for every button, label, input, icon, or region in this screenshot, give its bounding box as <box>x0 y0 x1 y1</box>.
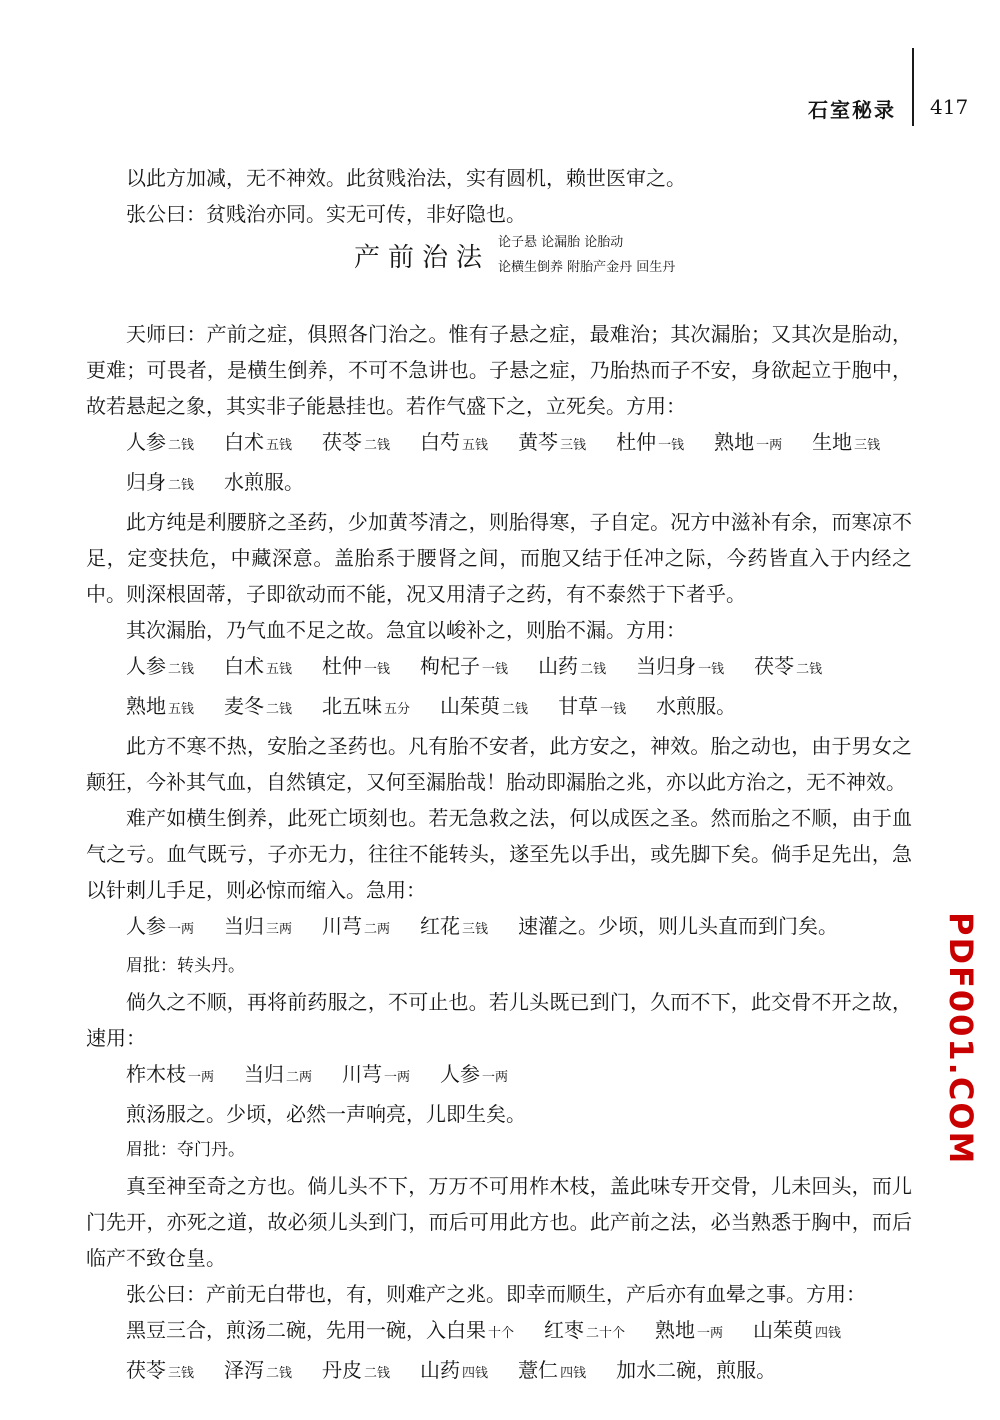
herb-dose: 二钱 <box>502 702 529 717</box>
herb-name: 山茱萸 <box>753 1318 814 1342</box>
herb-item <box>244 1056 312 1096</box>
herb-dose: 一钱 <box>698 662 725 677</box>
herb-name: 人参 <box>126 654 166 678</box>
herb-name: 煎汤服之。少顷，必然一声响亮，儿即生矣。 <box>126 1102 526 1126</box>
herb-item <box>754 648 822 688</box>
herb-item <box>544 1312 625 1352</box>
herb-dose: 四钱 <box>462 1366 489 1381</box>
herb-name: 水煎服。 <box>224 470 305 494</box>
prescription-4 <box>86 1056 912 1132</box>
herb-item <box>714 424 782 464</box>
herb-dose: 一钱 <box>600 702 627 717</box>
section-title: 产前治法 <box>354 243 491 273</box>
herb-dose: 二钱 <box>266 702 293 717</box>
herb-item <box>636 648 724 688</box>
herb-item <box>126 1312 514 1352</box>
herb-item <box>126 688 194 728</box>
herb-name: 麦冬 <box>224 694 265 718</box>
watermark: PDF001.COM <box>942 912 980 1166</box>
herb-name: 山药 <box>420 1358 461 1382</box>
herb-item <box>616 424 684 464</box>
herb-name: 茯苓 <box>322 430 363 454</box>
herb-item <box>753 1312 841 1352</box>
herb-dose: 五钱 <box>462 438 489 453</box>
herb-dose: 三钱 <box>854 438 881 453</box>
herb-dose: 四钱 <box>560 1366 587 1381</box>
page-body <box>86 160 912 1392</box>
herb-name: 黑豆三合，煎汤二碗，先用一碗，入白果 <box>126 1318 486 1342</box>
prescription-1 <box>86 424 912 504</box>
herb-name: 杜仲 <box>322 654 363 678</box>
paragraph-nanchan: 难产如横生倒养，此死亡顷刻也。若无急救之法，何以成医之圣。然而胎之不顺，由于血气之亏。血气既亏，子亦无力，往往不能转头，遂至先以手出，或先脚下矣。倘手足先出，急以针刺儿手足，则必惊而缩入。急用： <box>86 806 912 902</box>
herb-name: 熟地 <box>714 430 755 454</box>
herb-item <box>126 1056 214 1096</box>
herb-name: 川芎 <box>322 914 363 938</box>
herb-dose: 四钱 <box>815 1326 842 1341</box>
herb-item <box>342 1056 410 1096</box>
intro-paragraph-2: 张公曰：贫贱治亦同。实无可传，非好隐也。 <box>126 202 526 226</box>
paragraph-jiaogu: 倘久之不顺，再将前药服之，不可止也。若儿头既已到门，久而不下，此交骨不开之故，速用： <box>86 990 912 1050</box>
herb-name: 当归身 <box>636 654 697 678</box>
herb-dose: 一两 <box>168 922 195 937</box>
section-heading <box>86 234 912 314</box>
herb-dose: 一两 <box>482 1070 509 1085</box>
herb-dose: 一钱 <box>658 438 685 453</box>
herb-name: 人参 <box>440 1062 481 1086</box>
herb-dose: 一两 <box>384 1070 411 1085</box>
herb-item <box>518 1352 586 1392</box>
herb-item <box>812 424 880 464</box>
intro-paragraph-1: 以此方加减，无不神效。此贫贱治法，实有圆机，赖世医审之。 <box>126 166 686 190</box>
herb-name: 红枣 <box>544 1318 585 1342</box>
margin-note-2: 眉批：夺门丹。 <box>126 1140 245 1160</box>
herb-item <box>616 1352 776 1392</box>
herb-item <box>224 424 292 464</box>
topic-line-2: 论横生倒养 附胎产金丹 回生丹 <box>498 260 676 275</box>
paragraph-loutai: 其次漏胎，乃气血不足之故。急宜以峻补之，则胎不漏。方用： <box>126 618 686 642</box>
herb-name: 北五味 <box>322 694 383 718</box>
herb-item <box>224 648 292 688</box>
herb-dose: 二十个 <box>586 1326 626 1341</box>
herb-name: 白芍 <box>420 430 461 454</box>
herb-name: 当归 <box>224 914 265 938</box>
herb-dose: 五钱 <box>266 662 293 677</box>
herb-item <box>538 648 606 688</box>
herb-name: 红花 <box>420 914 461 938</box>
herb-dose: 三钱 <box>462 922 489 937</box>
herb-dose: 二钱 <box>168 662 195 677</box>
herb-item <box>224 1352 292 1392</box>
herb-item <box>322 1352 390 1392</box>
running-title: 石室秘录 <box>808 98 896 122</box>
herb-name: 熟地 <box>655 1318 696 1342</box>
herb-name: 人参 <box>126 430 166 454</box>
herb-name: 枸杞子 <box>420 654 481 678</box>
herb-name: 川芎 <box>342 1062 383 1086</box>
herb-name: 人参 <box>126 914 166 938</box>
herb-item <box>518 424 586 464</box>
herb-name: 当归 <box>244 1062 285 1086</box>
herb-dose: 二钱 <box>168 478 195 493</box>
herb-name: 薏仁 <box>518 1358 559 1382</box>
herb-item <box>126 908 194 948</box>
header-divider <box>912 48 914 126</box>
herb-item <box>126 424 194 464</box>
herb-dose: 三钱 <box>168 1366 195 1381</box>
margin-note-1: 眉批：转头丹。 <box>126 956 245 976</box>
paragraph-tianshi: 天师曰：产前之症，俱照各门治之。惟有子悬之症，最难治；其次漏胎；又其次是胎动，更难；可畏者，是横生倒养，不可不急讲也。子悬之症，乃胎热而子不安，身欲起立于胞中，故若悬起之象，其实非子能悬挂也。若作气盛下之，立死矣。方用： <box>86 322 912 418</box>
herb-dose: 一钱 <box>364 662 391 677</box>
paragraph-explanation-2: 此方不寒不热，安胎之圣药也。凡有胎不安者，此方安之，神效。胎之动也，由于男女之颠狂，今补其气血，自然镇定，又何至漏胎哉！胎动即漏胎之兆，亦以此方治之，无不神效。 <box>86 734 912 794</box>
herb-dose: 一钱 <box>482 662 509 677</box>
herb-name: 柞木枝 <box>126 1062 186 1086</box>
prescription-5 <box>86 1312 912 1392</box>
section-topics <box>498 230 675 280</box>
herb-item <box>322 424 390 464</box>
herb-dose: 一两 <box>188 1070 215 1085</box>
herb-item <box>656 688 736 728</box>
herb-name: 杜仲 <box>616 430 657 454</box>
page-number: 417 <box>930 95 969 119</box>
herb-dose: 二钱 <box>796 662 823 677</box>
herb-item <box>655 1312 723 1352</box>
herb-name: 茯苓 <box>126 1358 166 1382</box>
herb-name: 甘草 <box>558 694 599 718</box>
prescription-2 <box>86 648 912 728</box>
herb-dose: 三两 <box>266 922 293 937</box>
paragraph-zhanggong: 张公曰：产前无白带也，有，则难产之兆。即幸而顺生，产后亦有血晕之事。方用： <box>126 1282 866 1306</box>
herb-name: 山茱萸 <box>440 694 501 718</box>
herb-name: 泽泻 <box>224 1358 265 1382</box>
herb-item <box>322 648 390 688</box>
herb-name: 山药 <box>538 654 579 678</box>
herb-dose: 二钱 <box>580 662 607 677</box>
herb-name: 速灌之。少顷，则儿头直而到门矣。 <box>518 914 839 938</box>
herb-item <box>518 908 838 948</box>
herb-name: 水煎服。 <box>656 694 737 718</box>
herb-name: 黄芩 <box>518 430 559 454</box>
herb-dose: 二钱 <box>266 1366 293 1381</box>
herb-item <box>126 464 194 504</box>
paragraph-explanation-1: 此方纯是利腰脐之圣药，少加黄芩清之，则胎得寒，子自定。况方中滋补有余，而寒凉不足，定变扶危，中藏深意。盖胎系于腰肾之间，而胞又结于任冲之际，今药皆直入于内经之中。则深根固蒂，子即欲动而不能，况又用清子之药，有不泰然于下者乎。 <box>86 510 912 606</box>
herb-name: 归身 <box>126 470 166 494</box>
herb-item <box>126 648 194 688</box>
herb-dose: 十个 <box>488 1326 515 1341</box>
herb-item <box>558 688 626 728</box>
herb-dose: 一两 <box>697 1326 724 1341</box>
paragraph-explanation-3: 真至神至奇之方也。倘儿头不下，万万不可用柞木枝，盖此味专开交骨，儿未回头，而儿门先开，亦死之道，故必须儿头到门，而后可用此方也。此产前之法，必当熟悉于胸中，而后临产不致仓皇。 <box>86 1174 912 1270</box>
herb-item <box>224 464 304 504</box>
herb-dose: 五分 <box>384 702 411 717</box>
herb-item <box>420 908 488 948</box>
herb-item <box>126 1352 194 1392</box>
herb-name: 茯苓 <box>754 654 795 678</box>
herb-dose: 二钱 <box>364 438 391 453</box>
herb-item <box>224 908 292 948</box>
herb-dose: 三钱 <box>560 438 587 453</box>
herb-dose: 五钱 <box>266 438 293 453</box>
herb-dose: 二钱 <box>364 1366 391 1381</box>
herb-item <box>440 688 528 728</box>
herb-item <box>440 1056 508 1096</box>
herb-name: 熟地 <box>126 694 166 718</box>
herb-item <box>420 648 508 688</box>
herb-item <box>224 688 292 728</box>
herb-name: 加水二碗，煎服。 <box>616 1358 777 1382</box>
herb-name: 生地 <box>812 430 853 454</box>
herb-dose: 二两 <box>364 922 391 937</box>
herb-item <box>420 424 488 464</box>
herb-dose: 一两 <box>756 438 783 453</box>
herb-name: 丹皮 <box>322 1358 363 1382</box>
herb-dose: 二钱 <box>168 438 195 453</box>
herb-name: 白术 <box>224 654 265 678</box>
herb-item <box>322 688 410 728</box>
herb-name: 白术 <box>224 430 265 454</box>
prescription-3 <box>86 908 912 948</box>
herb-dose: 五钱 <box>168 702 195 717</box>
topic-line-1: 论子悬 论漏胎 论胎动 <box>498 235 624 250</box>
herb-item <box>126 1096 526 1132</box>
herb-item <box>420 1352 488 1392</box>
herb-dose: 二两 <box>286 1070 313 1085</box>
herb-item <box>322 908 390 948</box>
